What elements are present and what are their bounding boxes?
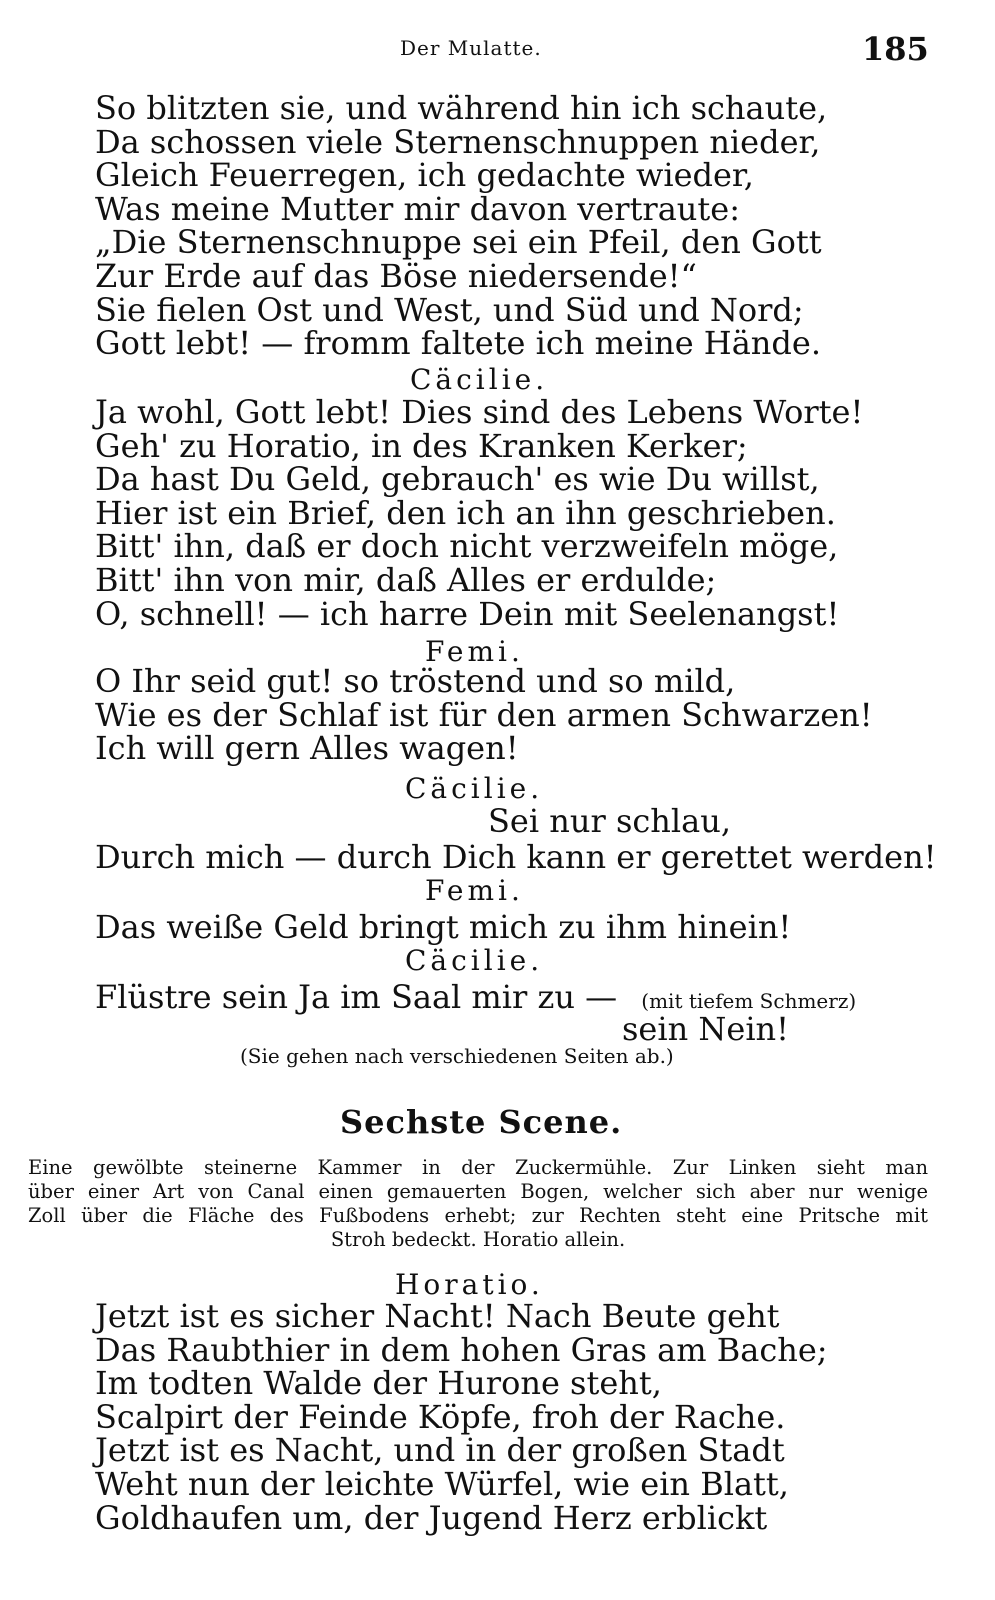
verse-block-horatio (95, 1297, 865, 1537)
verse-line: Geh' zu Horatio, in des Kranken Kerker; (95, 426, 748, 465)
verse-line: Ja wohl, Gott lebt! Dies sind des Lebens Worte! (95, 393, 864, 431)
verse-line: Da schossen viele Sternenschnuppen nieder, (95, 122, 821, 161)
verse-line: sein Nein! (622, 1010, 790, 1048)
verse-line: Sie fielen Ost und West, und Süd und Nord; (95, 290, 804, 329)
aside-direction: (mit tiefem Schmerz) (641, 989, 857, 1013)
speaker-femi: Femi. (425, 874, 524, 907)
verse-line: Jetzt ist es sicher Nacht! Nach Beute geht (95, 1297, 780, 1335)
verse-line: Goldhaufen um, der Jugend Herz erblickt (95, 1498, 768, 1537)
speaker-caecilie: Cäcilie. (410, 363, 549, 396)
scene-heading: Sechste Scene. (340, 1103, 623, 1141)
speaker-horatio: Horatio. (395, 1268, 544, 1301)
verse-line: Hier ist ein Brief, den ich an ihn geschrieben. (95, 493, 836, 532)
verse-line: Weht nun der leichte Würfel, wie ein Blatt, (95, 1464, 789, 1503)
verse-line: Das weiße Geld bringt mich zu ihm hinein! (95, 908, 792, 946)
speaker-caecilie: Cäcilie. (405, 772, 544, 805)
verse-block-caecilie (95, 393, 865, 633)
verse-line: O, schnell! — ich harre Dein mit Seelenangst! (95, 594, 840, 633)
scene-description-line: Stroh bedeckt. Horatio allein. (330, 1228, 626, 1251)
speaker-femi: Femi. (425, 635, 524, 668)
verse-line: Wie es der Schlaf ist für den armen Schwarzen! (95, 695, 873, 734)
stage-direction: (Sie gehen nach verschiedenen Seiten ab.) (240, 1044, 674, 1068)
verse-line: Bitt' ihn von mir, daß Alles er erdulde; (95, 560, 717, 599)
verse-line: Bitt' ihn, daß er doch nicht verzweifeln möge, (95, 527, 839, 566)
verse-block-opening (95, 89, 865, 363)
verse-line: So blitzten sie, und während hin ich schaute, (95, 89, 828, 127)
verse-text: Flüstre sein Ja im Saal mir zu — (95, 978, 618, 1016)
scene-description-line: über einer Art von Canal einen gemauerten Bogen, welcher sich aber nur wenige (28, 1180, 928, 1203)
scene-description-line: Zoll über die Fläche des Fußbodens erhebt; zur Rechten steht eine Pritsche mit (28, 1204, 928, 1227)
verse-line: Ich will gern Alles wagen! (95, 729, 519, 768)
speaker-caecilie: Cäcilie. (405, 944, 544, 977)
verse-line: Im todten Walde der Hurone steht, (95, 1364, 662, 1403)
running-header-title: Der Mulatte. (400, 36, 542, 60)
verse-line: Scalpirt der Feinde Köpfe, froh der Rache. (95, 1397, 786, 1436)
verse-line: Zur Erde auf das Böse niedersende!“ (95, 256, 697, 295)
verse-line: Gott lebt! — fromm faltete ich meine Hände. (95, 324, 821, 363)
verse-line: Da hast Du Geld, gebrauch' es wie Du willst, (95, 460, 820, 499)
verse-line: Das Raubthier in dem hohen Gras am Bache; (95, 1330, 828, 1369)
verse-line: Gleich Feuerregen, ich gedachte wieder, (95, 156, 754, 195)
page-number: 185 (862, 30, 929, 68)
verse-line: „Die Sternenschnuppe sei ein Pfeil, den Gott (95, 223, 822, 262)
scene-description-line: Eine gewölbte steinerne Kammer in der Zuckermühle. Zur Linken sieht man (28, 1156, 928, 1179)
verse-line: Jetzt ist es Nacht, und in der großen Stadt (95, 1431, 785, 1470)
verse-line: O Ihr seid gut! so tröstend und so mild, (95, 662, 736, 700)
verse-line: Durch mich — durch Dich kann er gerettet werden! (95, 838, 937, 876)
verse-line: Sei nur schlau, (488, 802, 731, 840)
verse-line: Was meine Mutter mir davon vertraute: (95, 189, 740, 228)
verse-block-femi (95, 662, 873, 768)
